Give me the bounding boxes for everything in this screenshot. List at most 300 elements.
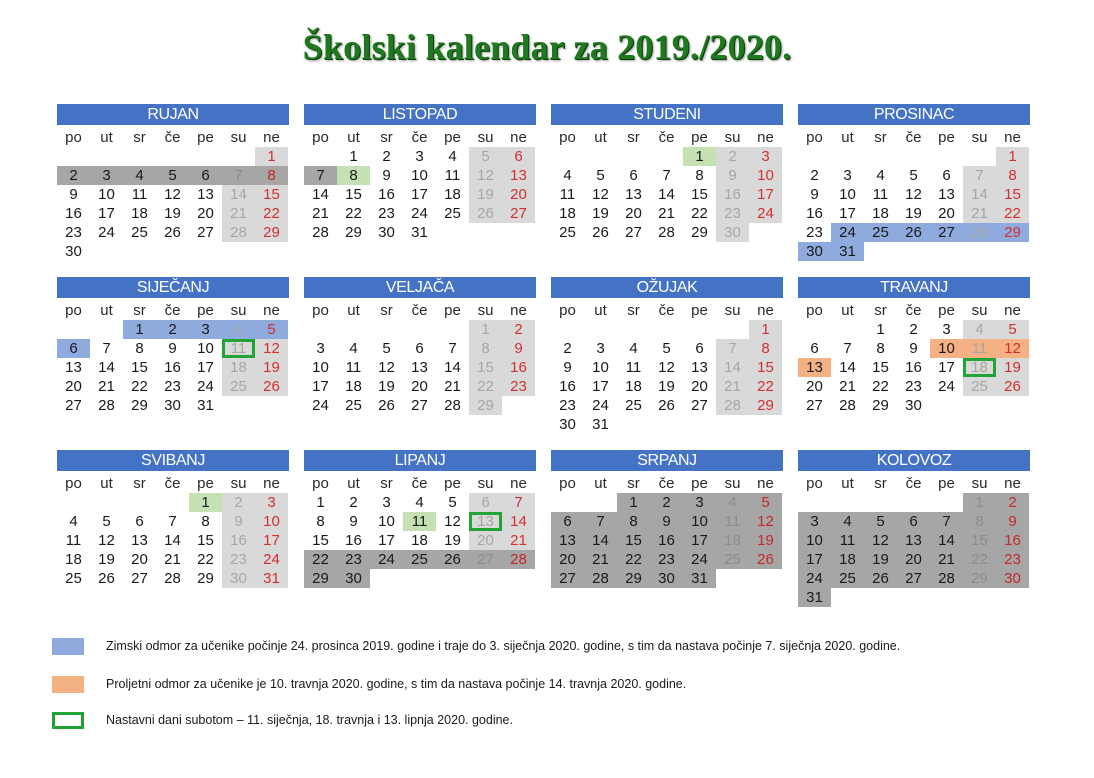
weekday-label: pe <box>938 302 955 319</box>
empty-cell <box>403 569 436 588</box>
day-cell: 12 <box>255 339 288 358</box>
day-cell: 24 <box>798 569 831 588</box>
day-cell: 23 <box>65 224 82 241</box>
day-cell: 22 <box>469 377 502 396</box>
day-cell: 10 <box>798 531 831 550</box>
day-cell: 20 <box>897 550 930 569</box>
day-cell: 3 <box>798 512 831 531</box>
empty-cell <box>650 415 683 434</box>
day-cell: 7 <box>304 166 337 185</box>
month-studeni <box>551 104 783 242</box>
empty-cell <box>469 569 502 588</box>
day-cell: 1 <box>316 494 325 511</box>
day-cell: 7 <box>102 340 111 357</box>
day-cell: 20 <box>625 205 642 222</box>
day-cell: 6 <box>189 166 222 185</box>
day-cell: 19 <box>255 358 288 377</box>
weekday-label: po <box>312 475 329 492</box>
day-cell: 2 <box>222 493 255 512</box>
day-cell: 13 <box>798 358 831 377</box>
weekday-label: ne <box>510 475 527 492</box>
day-cell: 27 <box>691 397 708 414</box>
day-cell: 12 <box>749 512 782 531</box>
day-cell: 1 <box>349 148 358 165</box>
day-cell: 28 <box>98 397 115 414</box>
day-cell: 24 <box>197 378 214 395</box>
weekday-label: pe <box>444 129 461 146</box>
day-cell: 25 <box>864 223 897 242</box>
day-cell: 14 <box>164 532 181 549</box>
weekday-label: pe <box>938 129 955 146</box>
day-cell: 30 <box>996 569 1029 588</box>
day-cell: 28 <box>502 550 535 569</box>
day-cell: 21 <box>584 550 617 569</box>
day-cell: 20 <box>131 551 148 568</box>
day-cell: 31 <box>197 397 214 414</box>
day-cell: 27 <box>551 569 584 588</box>
weekday-label: ne <box>510 129 527 146</box>
empty-cell <box>551 147 584 166</box>
empty-cell <box>864 147 897 166</box>
day-cell: 4 <box>563 167 572 184</box>
day-cell: 23 <box>905 378 922 395</box>
day-cell: 9 <box>909 340 918 357</box>
day-cell: 3 <box>749 147 782 166</box>
day-cell: 26 <box>164 224 181 241</box>
day-cell: 9 <box>810 186 819 203</box>
day-cell: 3 <box>90 166 123 185</box>
day-cell: 11 <box>559 186 576 203</box>
day-cell: 1 <box>469 320 502 339</box>
weekday-label: ut <box>347 302 360 319</box>
day-cell: 3 <box>415 148 424 165</box>
weekday-label: pe <box>444 475 461 492</box>
day-cell: 28 <box>963 223 996 242</box>
day-cell: 28 <box>444 397 461 414</box>
weekday-label: pe <box>197 302 214 319</box>
day-cell: 19 <box>864 550 897 569</box>
day-cell: 10 <box>312 359 329 376</box>
day-cell: 15 <box>749 358 782 377</box>
day-cell: 11 <box>65 532 82 549</box>
empty-cell <box>963 588 996 607</box>
weekday-label: po <box>806 129 823 146</box>
day-cell: 29 <box>963 569 996 588</box>
empty-cell <box>897 588 930 607</box>
empty-cell <box>551 493 584 512</box>
weekday-label: ut <box>594 475 607 492</box>
weekday-label: ne <box>510 302 527 319</box>
day-cell: 25 <box>345 397 362 414</box>
day-cell: 14 <box>444 359 461 376</box>
day-cell: 10 <box>592 359 609 376</box>
day-cell: 31 <box>831 242 864 261</box>
day-cell: 16 <box>806 205 823 222</box>
weekday-label: ne <box>757 129 774 146</box>
day-cell: 29 <box>345 224 362 241</box>
day-cell: 10 <box>255 512 288 531</box>
empty-cell <box>963 242 996 261</box>
day-cell: 2 <box>909 321 918 338</box>
day-cell: 30 <box>650 569 683 588</box>
day-cell: 19 <box>996 358 1029 377</box>
day-cell: 7 <box>448 340 457 357</box>
day-cell: 24 <box>411 205 428 222</box>
day-cell: 30 <box>798 242 831 261</box>
day-cell: 8 <box>135 340 144 357</box>
day-cell: 24 <box>312 397 329 414</box>
day-cell: 2 <box>156 320 189 339</box>
empty-cell <box>963 147 996 166</box>
month-ožujak <box>551 277 783 434</box>
day-cell: 12 <box>378 359 395 376</box>
weekday-label: pe <box>691 129 708 146</box>
day-cell: 15 <box>345 186 362 203</box>
day-cell: 5 <box>996 320 1029 339</box>
weekday-label: ut <box>594 302 607 319</box>
day-cell: 21 <box>164 551 181 568</box>
empty-cell <box>897 147 930 166</box>
day-cell: 22 <box>691 205 708 222</box>
weekday-label: pe <box>197 129 214 146</box>
legend-spring-text: Proljetni odmor za učenike je 10. travnja 2020. godine, s tim da nastava počinje 14. travnja 2020. godine. <box>106 677 687 691</box>
day-cell: 2 <box>650 493 683 512</box>
day-cell: 14 <box>658 186 675 203</box>
day-cell: 9 <box>716 166 749 185</box>
day-cell: 25 <box>131 224 148 241</box>
day-cell: 9 <box>382 167 391 184</box>
day-cell: 8 <box>876 340 885 357</box>
day-cell: 19 <box>164 205 181 222</box>
empty-cell <box>683 320 716 339</box>
day-cell: 25 <box>444 205 461 222</box>
day-cell: 16 <box>716 185 749 204</box>
day-cell: 25 <box>403 550 436 569</box>
empty-cell <box>156 147 189 166</box>
day-cell: 5 <box>864 512 897 531</box>
day-cell: 26 <box>897 223 930 242</box>
empty-cell <box>897 242 930 261</box>
day-cell: 20 <box>197 205 214 222</box>
day-cell: 5 <box>749 493 782 512</box>
day-cell: 5 <box>662 340 671 357</box>
day-cell: 17 <box>98 205 115 222</box>
day-cell: 15 <box>197 532 214 549</box>
day-cell: 22 <box>304 550 337 569</box>
day-cell: 10 <box>98 186 115 203</box>
day-cell: 23 <box>378 205 395 222</box>
day-cell: 4 <box>415 494 424 511</box>
day-cell: 15 <box>617 531 650 550</box>
page-title: Školski kalendar za 2019./2020. <box>302 27 792 67</box>
day-cell: 20 <box>502 185 535 204</box>
day-cell: 21 <box>716 377 749 396</box>
day-cell: 16 <box>559 378 576 395</box>
weekday-label: po <box>559 302 576 319</box>
day-cell: 11 <box>444 167 461 184</box>
empty-cell <box>370 320 403 339</box>
day-cell: 24 <box>938 378 955 395</box>
day-cell: 17 <box>312 378 329 395</box>
day-cell: 4 <box>716 493 749 512</box>
day-cell: 7 <box>963 166 996 185</box>
day-cell: 6 <box>57 339 90 358</box>
day-cell: 27 <box>469 550 502 569</box>
empty-cell <box>930 588 963 607</box>
month-header: VELJAČA <box>304 277 536 298</box>
day-cell: 28 <box>164 570 181 587</box>
day-cell: 17 <box>683 531 716 550</box>
day-cell: 18 <box>131 205 148 222</box>
day-cell: 26 <box>658 397 675 414</box>
month-kolovoz <box>798 450 1030 607</box>
day-cell: 30 <box>65 243 82 260</box>
day-cell: 27 <box>131 570 148 587</box>
month-header: LIPANJ <box>304 450 536 471</box>
day-cell: 13 <box>65 359 82 376</box>
empty-cell <box>123 147 156 166</box>
day-cell: 8 <box>996 166 1029 185</box>
weekday-label: če <box>164 475 181 492</box>
weekday-label: sr <box>874 302 887 319</box>
empty-cell <box>436 223 469 242</box>
day-cell: 16 <box>905 359 922 376</box>
weekday-label: ut <box>100 302 113 319</box>
day-cell: 26 <box>469 204 502 223</box>
day-cell: 27 <box>411 397 428 414</box>
day-cell: 31 <box>255 569 288 588</box>
day-cell: 15 <box>312 532 329 549</box>
day-cell: 12 <box>996 339 1029 358</box>
day-cell: 8 <box>963 512 996 531</box>
day-cell: 18 <box>559 205 576 222</box>
day-cell: 6 <box>415 340 424 357</box>
day-cell: 21 <box>839 378 856 395</box>
day-cell: 29 <box>872 397 889 414</box>
day-cell: 13 <box>938 186 955 203</box>
day-cell: 23 <box>996 550 1029 569</box>
day-cell: 2 <box>716 147 749 166</box>
empty-cell <box>222 396 255 415</box>
month-rujan <box>57 104 289 261</box>
day-cell: 2 <box>382 148 391 165</box>
weekday-label: sr <box>380 302 393 319</box>
day-cell: 21 <box>222 204 255 223</box>
day-cell: 6 <box>551 512 584 531</box>
day-cell: 12 <box>164 186 181 203</box>
empty-cell <box>831 493 864 512</box>
day-cell: 12 <box>864 531 897 550</box>
day-cell: 2 <box>810 167 819 184</box>
day-cell: 18 <box>963 358 996 377</box>
weekday-label: ut <box>594 129 607 146</box>
day-cell: 19 <box>444 532 461 549</box>
day-cell: 14 <box>963 185 996 204</box>
weekday-label: po <box>312 302 329 319</box>
day-cell: 29 <box>749 396 782 415</box>
day-cell: 10 <box>683 512 716 531</box>
weekday-label: sr <box>133 129 146 146</box>
day-cell: 29 <box>691 224 708 241</box>
day-cell: 4 <box>69 513 78 530</box>
day-cell: 19 <box>749 531 782 550</box>
empty-cell <box>749 223 782 242</box>
spring-break-swatch <box>52 676 84 693</box>
day-cell: 18 <box>872 205 889 222</box>
day-cell: 25 <box>831 569 864 588</box>
day-cell: 2 <box>349 494 358 511</box>
day-cell: 18 <box>444 186 461 203</box>
day-cell: 1 <box>963 493 996 512</box>
day-cell: 19 <box>469 185 502 204</box>
day-cell: 11 <box>963 339 996 358</box>
weekday-label: sr <box>627 302 640 319</box>
day-cell: 2 <box>563 340 572 357</box>
empty-cell <box>864 588 897 607</box>
empty-cell <box>996 396 1029 415</box>
weekday-label: ne <box>757 475 774 492</box>
empty-cell <box>123 493 156 512</box>
day-cell: 25 <box>963 377 996 396</box>
day-cell: 14 <box>839 359 856 376</box>
empty-cell <box>156 493 189 512</box>
weekday-label: če <box>411 302 428 319</box>
empty-cell <box>798 493 831 512</box>
empty-cell <box>90 147 123 166</box>
day-cell: 30 <box>559 416 576 433</box>
empty-cell <box>864 242 897 261</box>
day-cell: 3 <box>942 321 951 338</box>
weekday-label: po <box>806 475 823 492</box>
empty-cell <box>897 493 930 512</box>
day-cell: 5 <box>596 167 605 184</box>
day-cell: 18 <box>65 551 82 568</box>
day-cell: 1 <box>123 320 156 339</box>
day-cell: 2 <box>502 320 535 339</box>
day-cell: 22 <box>617 550 650 569</box>
day-cell: 29 <box>469 396 502 415</box>
day-cell: 4 <box>448 148 457 165</box>
empty-cell <box>584 147 617 166</box>
day-cell: 24 <box>831 223 864 242</box>
weekday-label: po <box>65 302 82 319</box>
empty-cell <box>502 396 535 415</box>
day-cell: 4 <box>222 320 255 339</box>
day-cell: 16 <box>222 531 255 550</box>
day-cell: 16 <box>345 532 362 549</box>
month-header: OŽUJAK <box>551 277 783 298</box>
day-cell: 13 <box>897 531 930 550</box>
day-cell: 23 <box>164 378 181 395</box>
empty-cell <box>617 320 650 339</box>
day-cell: 22 <box>963 550 996 569</box>
day-cell: 30 <box>716 223 749 242</box>
day-cell: 25 <box>625 397 642 414</box>
empty-cell <box>304 320 337 339</box>
day-cell: 17 <box>749 185 782 204</box>
empty-cell <box>798 147 831 166</box>
empty-cell <box>996 242 1029 261</box>
day-cell: 5 <box>382 340 391 357</box>
day-cell: 5 <box>469 147 502 166</box>
day-cell: 21 <box>930 550 963 569</box>
day-cell: 27 <box>65 397 82 414</box>
empty-cell <box>831 147 864 166</box>
legend-item-winter <box>52 637 900 655</box>
day-cell: 9 <box>650 512 683 531</box>
day-cell: 30 <box>905 397 922 414</box>
empty-cell <box>831 320 864 339</box>
empty-cell <box>650 147 683 166</box>
day-cell: 21 <box>312 205 329 222</box>
legend-winter-text: Zimski odmor za učenike počinje 24. prosinca 2019. godine i traje do 3. siječnja 2020. godine, s tim da nastava počinje 7. siječnja 2020. godine. <box>106 639 901 653</box>
day-cell: 1 <box>255 147 288 166</box>
day-cell: 5 <box>102 513 111 530</box>
empty-cell <box>716 569 749 588</box>
day-cell: 18 <box>222 358 255 377</box>
day-cell: 21 <box>98 378 115 395</box>
empty-cell <box>222 242 255 261</box>
day-cell: 4 <box>629 340 638 357</box>
day-cell: 5 <box>448 494 457 511</box>
day-cell: 11 <box>625 359 642 376</box>
day-cell: 23 <box>650 550 683 569</box>
day-cell: 22 <box>197 551 214 568</box>
day-cell: 14 <box>716 358 749 377</box>
empty-cell <box>930 493 963 512</box>
day-cell: 20 <box>806 378 823 395</box>
day-cell: 25 <box>716 550 749 569</box>
day-cell: 21 <box>658 205 675 222</box>
day-cell: 5 <box>255 320 288 339</box>
day-cell: 30 <box>337 569 370 588</box>
day-cell: 10 <box>839 186 856 203</box>
day-cell: 4 <box>831 512 864 531</box>
day-cell: 20 <box>938 205 955 222</box>
weekday-label: ne <box>757 302 774 319</box>
weekday-label: ut <box>100 129 113 146</box>
day-cell: 4 <box>876 167 885 184</box>
day-cell: 27 <box>930 223 963 242</box>
day-cell: 31 <box>683 569 716 588</box>
day-cell: 20 <box>469 531 502 550</box>
day-cell: 18 <box>625 378 642 395</box>
month-header: SRPANJ <box>551 450 783 471</box>
day-cell: 10 <box>411 167 428 184</box>
day-cell: 6 <box>135 513 144 530</box>
day-cell: 6 <box>695 340 704 357</box>
weekday-label: po <box>312 129 329 146</box>
empty-cell <box>469 223 502 242</box>
empty-cell <box>255 242 288 261</box>
weekday-label: ut <box>100 475 113 492</box>
day-cell: 30 <box>164 397 181 414</box>
day-cell: 25 <box>559 224 576 241</box>
day-cell: 13 <box>625 186 642 203</box>
day-cell: 23 <box>559 397 576 414</box>
day-cell: 21 <box>963 204 996 223</box>
day-cell: 11 <box>222 339 255 358</box>
day-cell: 30 <box>222 569 255 588</box>
weekday-label: su <box>477 129 494 146</box>
day-cell: 18 <box>411 532 428 549</box>
weekday-label: ne <box>1004 475 1021 492</box>
empty-cell <box>831 588 864 607</box>
day-cell: 6 <box>629 167 638 184</box>
day-cell: 29 <box>197 570 214 587</box>
day-cell: 11 <box>831 531 864 550</box>
empty-cell <box>123 242 156 261</box>
